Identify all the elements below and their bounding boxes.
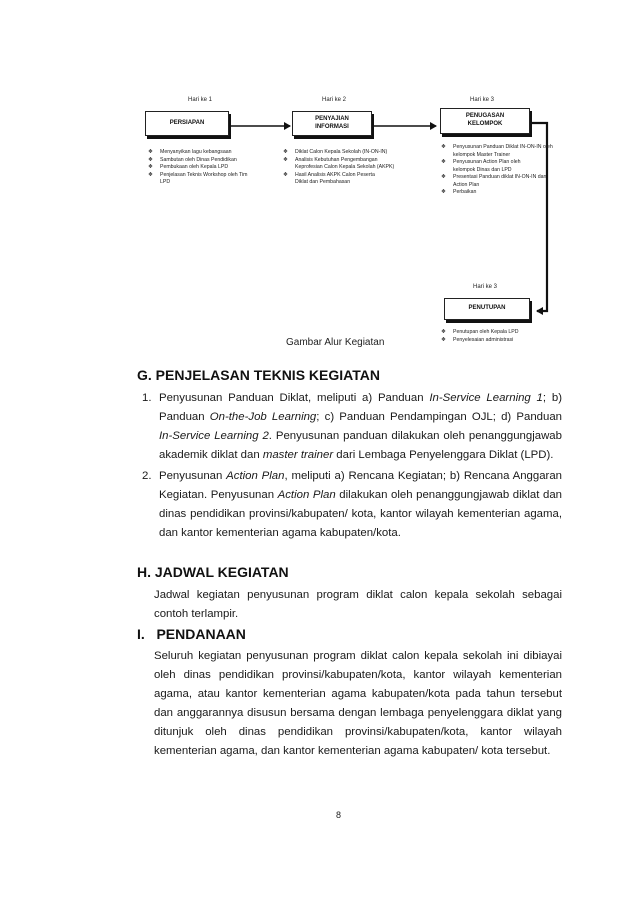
box-penugasan-label-2: KELOMPOK (467, 121, 503, 127)
section-g-heading: G. PENJELASAN TEKNIS KEGIATAN (137, 367, 380, 383)
list-persiapan (148, 149, 266, 187)
list-penutupan (441, 329, 561, 344)
item-number: 1. (142, 392, 152, 404)
figure-caption: Gambar Alur Kegiatan (286, 337, 385, 348)
box-persiapan (145, 111, 229, 136)
list-item: ❖ Pembukaan oleh Kepala LPD (148, 164, 266, 172)
list-item (441, 144, 553, 159)
list-penugasan (441, 144, 553, 197)
box-persiapan-label: PERSIAPAN (169, 119, 205, 126)
day-label-penyajian: Hari ke 2 (322, 97, 347, 103)
list-item: ❖ Diklat Calon Kepala Sekolah (IN-ON-IN) (283, 149, 403, 157)
list-penyajian (283, 149, 403, 187)
list-item-text: Penyusunan Panduan Diklat IN-ON-IN oleh kelompok Master Trainer (453, 144, 553, 158)
box-penugasan-kelompok (440, 108, 530, 134)
list-item: ❖ Perbaikan (441, 189, 549, 197)
section-i-heading: I. PENDANAAN (137, 626, 246, 642)
list-item: ❖ Menyanyikan lagu kebangsaan (148, 149, 266, 157)
list-item: ❖ Penutupan oleh Kepala LPD (441, 329, 561, 337)
box-penyajian-label-2: INFORMASI (315, 123, 349, 130)
section-h-text: Jadwal kegiatan penyusunan program diklat calon kepala sekolah sebagai contoh terlampir. (154, 589, 562, 620)
list-item: ❖ Penyusunan Action Plan oleh kelompok Dinas dan LPD (441, 159, 541, 174)
box-penyajian-informasi (292, 111, 372, 136)
box-penutupan (444, 298, 530, 320)
item-text: Penyusunan Action Plan, meliputi a) Rencana Kegiatan; b) Rencana Anggaran Kegiatan. Penyusunan Action Plan dilakukan oleh penanggungjawab diklat dan dinas pendidikan provinsi/kabupaten/ kota, kantor wilayah kementerian agama, dan kantor kementerian agama kabupaten/kota. (159, 470, 563, 539)
day-label-persiapan: Hari ke 1 (188, 97, 213, 103)
item-number: 2. (142, 470, 152, 482)
section-g-item-1 (142, 389, 562, 465)
section-i-text: Seluruh kegiatan penyusunan program diklat calon kepala sekolah ini dibiayai oleh dinas pendidikan provinsi/kabupaten/kota, kantor wilayah kementerian agama, atau kantor kementerian agama kabupaten/kota pada tahun tersebut dan anggarannya disusun bersama dengan lembaga penyelenggara diklat yang ditunjuk oleh dinas pendidikan provinsi/kabupaten/kota, kantor wilayah kementerian agama, dan kantor kementerian agama kabupaten/ kota tersebut. (154, 650, 562, 757)
list-item: ❖ Sambutan oleh Dinas Pendidikan (148, 157, 266, 165)
box-penutupan-label: PENUTUPAN (468, 305, 506, 312)
list-item: ❖ Analisis Kebutuhan Pengembangan Keprofesian Calon Kepala Sekolah (AKPK) (283, 157, 395, 172)
list-item: ❖ Hasil Analisis AKPK Calon Peserta Diklat dan Pembahasan (283, 172, 387, 187)
section-g-item-2 (142, 467, 562, 543)
box-penyajian-label-1: PENYAJIAN (315, 115, 349, 122)
list-item: ❖ Penyelesaian administrasi (441, 337, 561, 345)
page-number: 8 (336, 810, 342, 820)
day-label-penugasan: Hari ke 3 (470, 97, 495, 103)
box-penugasan-label-1: PENUGASAN (465, 113, 505, 120)
list-item: ❖ Presentasi Panduan diklat IN-ON-IN dan Action Plan (441, 174, 549, 189)
day-label-penutupan: Hari ke 3 (473, 284, 498, 290)
section-h-heading: H. JADWAL KEGIATAN (137, 564, 289, 580)
list-item: ❖ Penjelasan Teknis Workshop oleh Tim LPD (148, 172, 250, 187)
item-text: Penyusunan Panduan Diklat, meliputi a) Panduan In-Service Learning 1; b) Panduan On-the-Job Learning; c) Panduan Pendampingan OJL; d) Panduan In-Service Learning 2. Penyusunan panduan dilakukan oleh penanggungjawab akademik diklat dan master trainer dari Lembaga Penyelenggara Diklat (LPD). (159, 392, 562, 461)
